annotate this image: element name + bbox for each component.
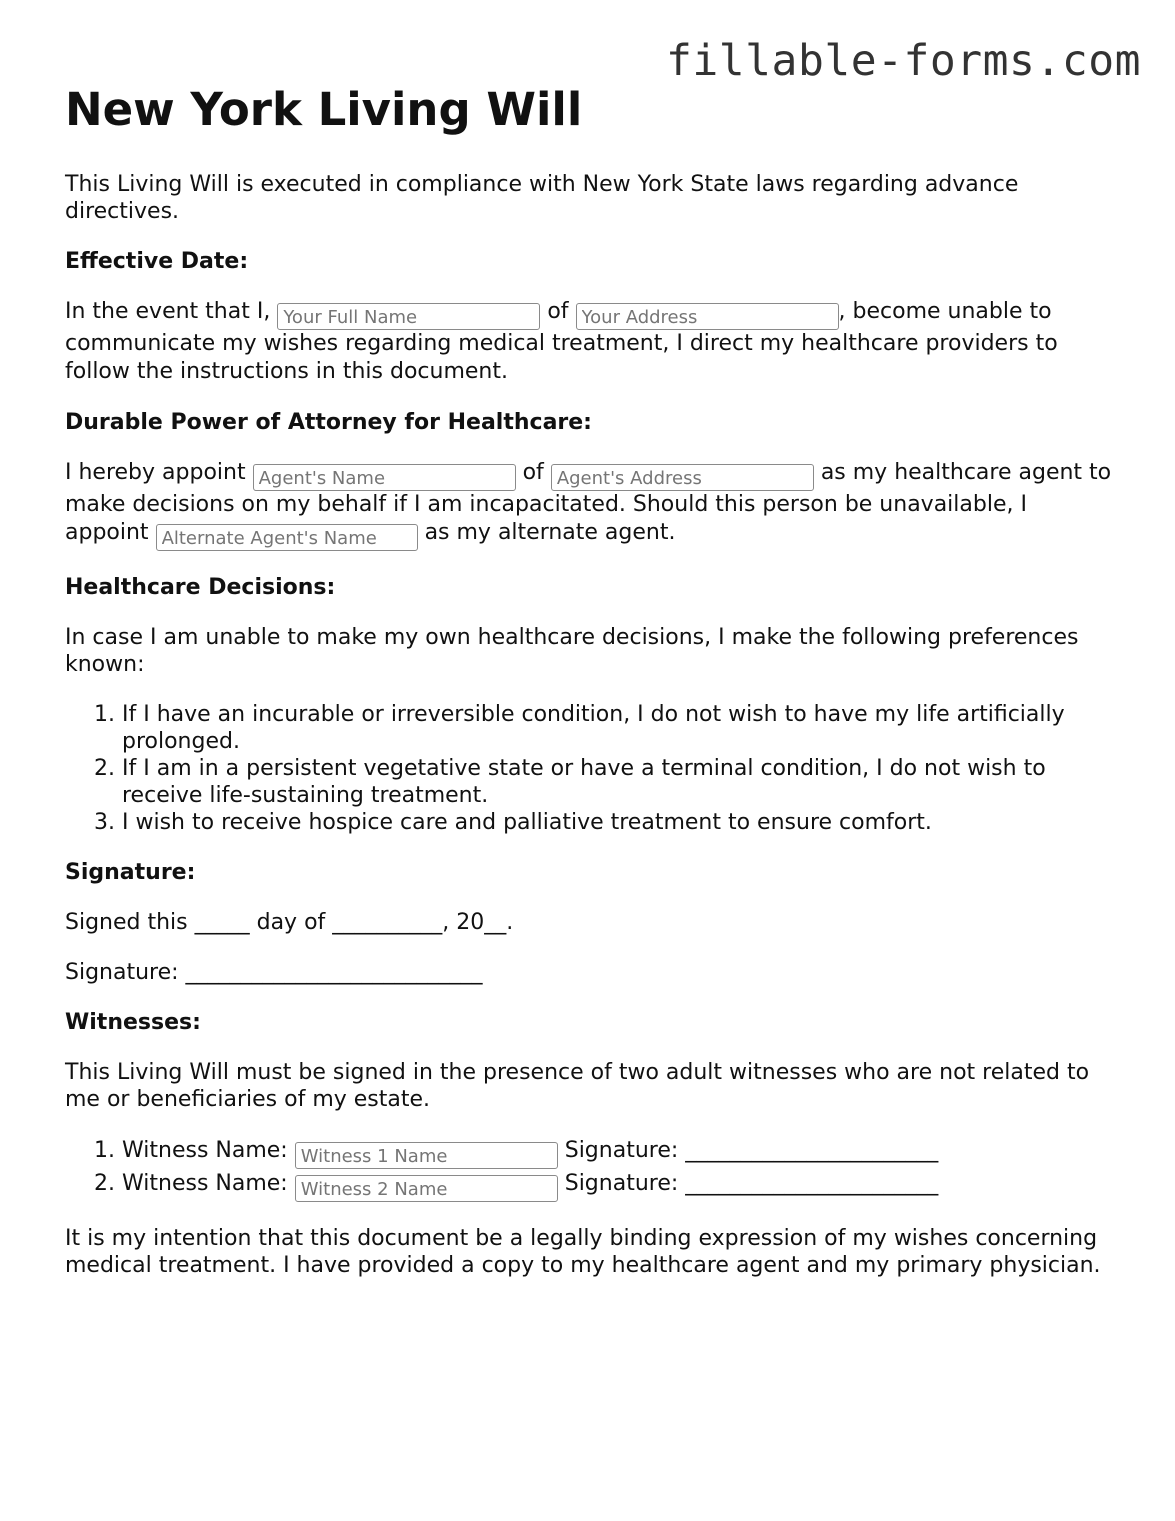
- witness-2-name-input[interactable]: [295, 1175, 558, 1202]
- agent-address-input[interactable]: [551, 464, 814, 491]
- witnesses-paragraph: This Living Will must be signed in the presence of two adult witnesses who are not related to me or beneficiaries of my estate.: [65, 1060, 1090, 1112]
- poa-text-3: as my healthcare agent to make decisions on my behalf if I am incapacitated. Should this person be unavailable, I appoint: [65, 460, 1112, 545]
- witness-signature-label: Signature: _______________________: [564, 1171, 939, 1196]
- decisions-list: [65, 701, 1115, 836]
- witness-signature-label: Signature: _______________________: [564, 1138, 939, 1163]
- watermark-logo: fillable-forms.com: [666, 36, 1141, 86]
- poa-heading: Durable Power of Attorney for Healthcare:: [65, 410, 592, 435]
- decisions-heading: Healthcare Decisions:: [65, 575, 336, 600]
- page-title: New York Living Will: [65, 83, 583, 136]
- intro-paragraph: This Living Will is executed in compliance with New York State laws regarding advance directives.: [65, 172, 1019, 224]
- effective-date-paragraph: [65, 298, 1115, 386]
- poa-text-4: as my alternate agent.: [424, 520, 676, 545]
- agent-name-input[interactable]: [253, 464, 516, 491]
- poa-text-2: of: [522, 460, 544, 485]
- document-page: [65, 82, 1115, 1279]
- alternate-agent-input[interactable]: [156, 524, 418, 551]
- witnesses-heading: Witnesses:: [65, 1010, 201, 1035]
- effective-date-heading: Effective Date:: [65, 249, 249, 274]
- witness-name-label: Witness Name:: [122, 1171, 288, 1196]
- witness-name-label: Witness Name:: [122, 1138, 288, 1163]
- effective-text-2: of: [547, 299, 569, 324]
- list-item: 2. If I am in a persistent vegetative state or have a terminal condition, I do not wish to receive life-sustaining treatment.: [122, 755, 1115, 809]
- effective-text-3: , become unable to communicate my wishes regarding medical treatment, I direct my healthcare providers to follow the instructions in this document.: [65, 299, 1058, 384]
- list-item: [122, 1169, 1115, 1202]
- signed-line: Signed this _____ day of __________, 20__.: [65, 910, 514, 935]
- signature-heading: Signature:: [65, 860, 196, 885]
- signature-line: Signature: ___________________________: [65, 960, 483, 985]
- poa-paragraph: [65, 459, 1115, 551]
- decisions-paragraph: In case I am unable to make my own healthcare decisions, I make the following preferences known:: [65, 625, 1079, 677]
- list-item: 3. I wish to receive hospice care and palliative treatment to ensure comfort.: [122, 809, 1115, 836]
- address-input[interactable]: [576, 303, 839, 330]
- witness-1-name-input[interactable]: [295, 1142, 558, 1169]
- closing-paragraph: It is my intention that this document be a legally binding expression of my wishes concerning medical treatment. I have provided a copy to my healthcare agent and my primary physician.: [65, 1226, 1101, 1278]
- list-item: [122, 1136, 1115, 1169]
- effective-text-1: In the event that I,: [65, 299, 271, 324]
- full-name-input[interactable]: [277, 303, 540, 330]
- poa-text-1: I hereby appoint: [65, 460, 246, 485]
- witnesses-list: [65, 1136, 1115, 1202]
- list-item: 1. If I have an incurable or irreversible condition, I do not wish to have my life artificially prolonged.: [122, 701, 1115, 755]
